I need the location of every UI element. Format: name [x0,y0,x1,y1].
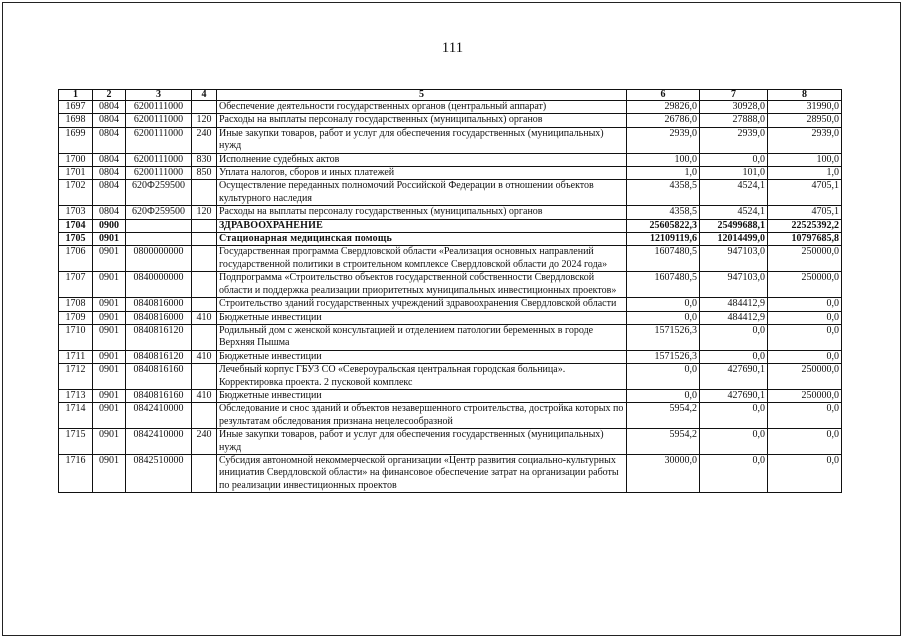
expense-type-code [192,272,217,298]
expense-type-code [192,298,217,311]
row-number: 1707 [59,272,93,298]
target-article-code: 620Ф259500 [126,206,192,219]
item-name: Государственная программа Свердловской области «Реализация основных направлений государственной политики в строительном комплексе Свердловской области до 2024 года» [217,246,627,272]
amount-col-8: 0,0 [768,350,842,363]
expense-type-code [192,454,217,492]
expense-type-code: 850 [192,167,217,180]
expense-type-code: 120 [192,206,217,219]
amount-col-6: 1,0 [627,167,700,180]
section-code: 0804 [93,153,126,166]
item-name: Бюджетные инвестиции [217,311,627,324]
item-name: Подпрограмма «Строительство объектов государственной собственности Свердловской области и поддержка реализации приоритетных муниципальных инвестиционных проектов» [217,272,627,298]
expense-type-code [192,364,217,390]
item-name: ЗДРАВООХРАНЕНИЕ [217,219,627,232]
budget-table [58,89,842,493]
section-code: 0804 [93,206,126,219]
table-header-row [59,90,842,101]
amount-col-8: 100,0 [768,153,842,166]
item-name: Осуществление переданных полномочий Российской Федерации в отношении объектов культурного наследия [217,180,627,206]
section-code: 0901 [93,350,126,363]
column-header: 3 [126,90,192,101]
amount-col-6: 0,0 [627,364,700,390]
section-code: 0804 [93,101,126,114]
expense-type-code: 830 [192,153,217,166]
amount-col-7: 27888,0 [700,114,768,127]
target-article-code: 0842410000 [126,403,192,429]
amount-col-6: 100,0 [627,153,700,166]
amount-col-6: 1571526,3 [627,324,700,350]
section-code: 0901 [93,364,126,390]
amount-col-7: 427690,1 [700,389,768,402]
row-number: 1714 [59,403,93,429]
section-code: 0804 [93,167,126,180]
column-header: 4 [192,90,217,101]
amount-col-8: 0,0 [768,298,842,311]
row-number: 1700 [59,153,93,166]
table-row [59,246,842,272]
item-name: Родильный дом с женской консультацией и отделением патологии беременных в городе Верхняя Пышма [217,324,627,350]
expense-type-code: 120 [192,114,217,127]
table-row [59,403,842,429]
expense-type-code [192,246,217,272]
item-name: Уплата налогов, сборов и иных платежей [217,167,627,180]
amount-col-7: 2939,0 [700,127,768,153]
expense-type-code [192,233,217,246]
column-header: 7 [700,90,768,101]
row-number: 1715 [59,429,93,455]
row-number: 1706 [59,246,93,272]
expense-type-code [192,219,217,232]
amount-col-7: 484412,9 [700,311,768,324]
expense-type-code [192,324,217,350]
amount-col-6: 0,0 [627,389,700,402]
amount-col-7: 484412,9 [700,298,768,311]
target-article-code: 0840816120 [126,324,192,350]
target-article-code: 0840816000 [126,311,192,324]
target-article-code: 0842510000 [126,454,192,492]
section-code: 0901 [93,272,126,298]
column-header: 1 [59,90,93,101]
item-name: Строительство зданий государственных учреждений здравоохранения Свердловской области [217,298,627,311]
row-number: 1716 [59,454,93,492]
item-name: Лечебный корпус ГБУЗ СО «Североуральская центральная городская больница». Корректировка проекта. 2 пусковой комплекс [217,364,627,390]
amount-col-6: 0,0 [627,311,700,324]
amount-col-8: 250000,0 [768,246,842,272]
table-row [59,180,842,206]
amount-col-7: 25499688,1 [700,219,768,232]
amount-col-6: 1607480,5 [627,246,700,272]
table-row [59,298,842,311]
amount-col-7: 4524,1 [700,206,768,219]
table-row [59,324,842,350]
amount-col-7: 0,0 [700,454,768,492]
target-article-code: 6200111000 [126,153,192,166]
table-row [59,429,842,455]
table-row [59,272,842,298]
page-number: 111 [441,40,464,56]
amount-col-6: 25605822,3 [627,219,700,232]
item-name: Обследование и снос зданий и объектов незавершенного строительства, достройка которых по результатам обследования признана нецелесообразной [217,403,627,429]
amount-col-8: 28950,0 [768,114,842,127]
target-article-code [126,233,192,246]
amount-col-6: 29826,0 [627,101,700,114]
amount-col-7: 12014499,0 [700,233,768,246]
amount-col-8: 1,0 [768,167,842,180]
target-article-code: 6200111000 [126,114,192,127]
item-name: Иные закупки товаров, работ и услуг для обеспечения государственных (муниципальных) нужд [217,429,627,455]
amount-col-7: 0,0 [700,350,768,363]
target-article-code: 0840816160 [126,389,192,402]
item-name: Бюджетные инвестиции [217,389,627,402]
amount-col-7: 0,0 [700,429,768,455]
row-number: 1702 [59,180,93,206]
amount-col-6: 26786,0 [627,114,700,127]
amount-col-7: 0,0 [700,153,768,166]
item-name: Субсидия автономной некоммерческой организации «Центр развития социально-культурных инициатив Свердловской области» на финансовое обеспечение затрат на организации работы по реализации инвестиционных проектов [217,454,627,492]
column-header: 2 [93,90,126,101]
table-body [59,101,842,493]
table-row [59,389,842,402]
section-code: 0901 [93,324,126,350]
amount-col-8: 0,0 [768,429,842,455]
amount-col-6: 5954,2 [627,403,700,429]
amount-col-7: 427690,1 [700,364,768,390]
row-number: 1713 [59,389,93,402]
table-row [59,350,842,363]
amount-col-8: 250000,0 [768,272,842,298]
row-number: 1710 [59,324,93,350]
target-article-code: 0840000000 [126,272,192,298]
amount-col-8: 0,0 [768,403,842,429]
expense-type-code [192,180,217,206]
expense-type-code: 410 [192,311,217,324]
row-number: 1704 [59,219,93,232]
target-article-code: 6200111000 [126,167,192,180]
section-code: 0901 [93,429,126,455]
section-code: 0804 [93,127,126,153]
item-name: Расходы на выплаты персоналу государственных (муниципальных) органов [217,206,627,219]
target-article-code [126,219,192,232]
amount-col-8: 0,0 [768,454,842,492]
amount-col-7: 0,0 [700,324,768,350]
target-article-code: 6200111000 [126,127,192,153]
amount-col-6: 12109119,6 [627,233,700,246]
amount-col-6: 4358,5 [627,206,700,219]
row-number: 1703 [59,206,93,219]
item-name: Исполнение судебных актов [217,153,627,166]
column-header: 6 [627,90,700,101]
section-code: 0900 [93,219,126,232]
table-row [59,311,842,324]
section-code: 0901 [93,389,126,402]
item-name: Стационарная медицинская помощь [217,233,627,246]
section-code: 0901 [93,246,126,272]
row-number: 1701 [59,167,93,180]
row-number: 1709 [59,311,93,324]
amount-col-8: 31990,0 [768,101,842,114]
table-row [59,114,842,127]
table-row [59,206,842,219]
amount-col-7: 0,0 [700,403,768,429]
expense-type-code: 410 [192,389,217,402]
target-article-code: 0840816000 [126,298,192,311]
section-code: 0804 [93,114,126,127]
row-number: 1708 [59,298,93,311]
item-name: Иные закупки товаров, работ и услуг для обеспечения государственных (муниципальных) нужд [217,127,627,153]
table-row [59,454,842,492]
amount-col-6: 5954,2 [627,429,700,455]
row-number: 1712 [59,364,93,390]
table-row [59,167,842,180]
target-article-code: 6200111000 [126,101,192,114]
amount-col-8: 10797685,8 [768,233,842,246]
amount-col-8: 22525392,2 [768,219,842,232]
section-code: 0901 [93,403,126,429]
expense-type-code: 410 [192,350,217,363]
amount-col-8: 4705,1 [768,180,842,206]
row-number: 1697 [59,101,93,114]
amount-col-6: 30000,0 [627,454,700,492]
table-row [59,219,842,232]
target-article-code: 620Ф259500 [126,180,192,206]
amount-col-8: 0,0 [768,311,842,324]
amount-col-7: 947103,0 [700,272,768,298]
target-article-code: 0842410000 [126,429,192,455]
section-code: 0901 [93,233,126,246]
amount-col-6: 2939,0 [627,127,700,153]
amount-col-6: 1571526,3 [627,350,700,363]
table-row [59,127,842,153]
section-code: 0901 [93,454,126,492]
amount-col-8: 250000,0 [768,389,842,402]
section-code: 0901 [93,298,126,311]
item-name: Бюджетные инвестиции [217,350,627,363]
expense-type-code [192,101,217,114]
table-row [59,233,842,246]
amount-col-6: 0,0 [627,298,700,311]
row-number: 1711 [59,350,93,363]
amount-col-7: 101,0 [700,167,768,180]
column-header: 8 [768,90,842,101]
amount-col-6: 4358,5 [627,180,700,206]
row-number: 1698 [59,114,93,127]
amount-col-7: 4524,1 [700,180,768,206]
amount-col-8: 0,0 [768,324,842,350]
target-article-code: 0800000000 [126,246,192,272]
table-row [59,101,842,114]
amount-col-7: 30928,0 [700,101,768,114]
amount-col-8: 4705,1 [768,206,842,219]
amount-col-7: 947103,0 [700,246,768,272]
amount-col-8: 2939,0 [768,127,842,153]
expense-type-code [192,403,217,429]
table-row [59,153,842,166]
target-article-code: 0840816160 [126,364,192,390]
section-code: 0804 [93,180,126,206]
expense-type-code: 240 [192,429,217,455]
item-name: Обеспечение деятельности государственных органов (центральный аппарат) [217,101,627,114]
table-row [59,364,842,390]
row-number: 1699 [59,127,93,153]
amount-col-8: 250000,0 [768,364,842,390]
column-header: 5 [217,90,627,101]
expense-type-code: 240 [192,127,217,153]
item-name: Расходы на выплаты персоналу государственных (муниципальных) органов [217,114,627,127]
amount-col-6: 1607480,5 [627,272,700,298]
target-article-code: 0840816120 [126,350,192,363]
row-number: 1705 [59,233,93,246]
section-code: 0901 [93,311,126,324]
